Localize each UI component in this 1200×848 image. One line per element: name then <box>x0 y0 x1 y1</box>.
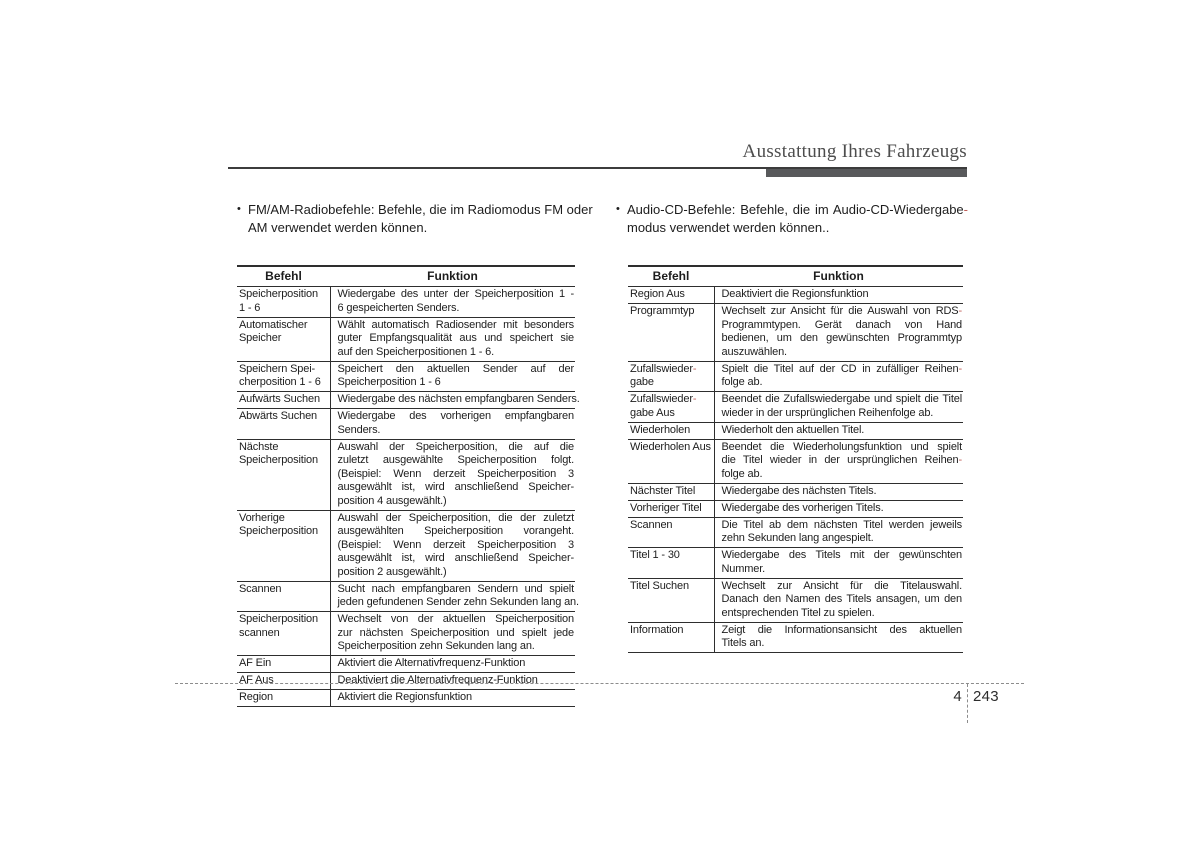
text-line: guter Empfangsqualität aus und speichert sie <box>337 332 574 344</box>
bullet-fm-am-text <box>248 201 593 236</box>
text-line: Deaktiviert die Alternativfrequenz-Funktion <box>337 674 538 686</box>
column-header: Funktion <box>330 266 575 287</box>
text-line: Wiedergabe des nächsten Titels. <box>721 484 877 497</box>
table-row <box>237 581 575 612</box>
text-line: gabe <box>630 376 654 388</box>
text-line: zur nächsten Speicherposition und spielt jede <box>337 626 574 639</box>
table-row <box>237 673 575 690</box>
text-line: Vorherige <box>239 511 285 524</box>
table-row <box>237 656 575 673</box>
funktion-cell <box>714 500 963 517</box>
text-line: Beendet die Wiederholungsfunktion und spielt <box>721 440 962 453</box>
befehl-cell <box>237 690 330 707</box>
text-line: Wiederholt den aktuellen Titel. <box>721 423 865 436</box>
funktion-cell <box>330 317 575 361</box>
funktion-cell <box>330 392 580 409</box>
text-line: Nummer. <box>721 562 766 575</box>
befehl-cell <box>628 361 714 392</box>
text-line: auszuwählen. <box>721 345 787 358</box>
table-header-row <box>237 266 575 287</box>
bullet-icon: • <box>616 203 620 215</box>
text-line: scannen <box>239 626 280 639</box>
table-row <box>628 304 963 362</box>
text-line: Wiederholen Aus <box>630 440 711 453</box>
text-line: Titel 1 - 30 <box>630 549 680 561</box>
funktion-cell <box>330 656 575 673</box>
table-row <box>628 578 963 622</box>
text-line: Zeigt die Informationsansicht des aktuellen <box>721 623 962 636</box>
text-line: Wiedergabe des vorherigen empfangbaren <box>337 410 574 422</box>
funktion-cell <box>330 612 575 656</box>
text-line: AF Aus <box>239 674 274 686</box>
befehl-cell <box>237 439 330 510</box>
text-line: Wiedergabe des vorherigen Titels. <box>721 501 884 514</box>
table-row <box>628 361 963 392</box>
befehl-cell <box>628 578 714 622</box>
funktion-cell <box>330 361 575 392</box>
red-hyphen: - <box>958 305 962 317</box>
text-line: Beendet die Zufallswiedergabe und spielt die Titel <box>721 393 962 405</box>
text-line: Zufallswieder- <box>630 393 697 405</box>
table-row <box>628 422 963 439</box>
bullet-audio-cd-commands <box>616 201 968 236</box>
text-line: Wiedergabe des Titels mit der gewünschten <box>721 549 962 561</box>
text-line: FM/AM-Radiobefehle: Befehle, die im Radiomodus FM oder <box>248 202 593 217</box>
funktion-cell <box>330 673 575 690</box>
text-line: wieder in der ursprünglichen Reihenfolge ab. <box>721 406 934 419</box>
text-line: Danach den Namen des Titels ansagen, um den <box>721 593 962 605</box>
befehl-cell <box>237 392 330 409</box>
header-accent-bar <box>766 169 967 177</box>
text-line: (Beispiel: Wenn derzeit Speicherposition 3 <box>337 538 574 551</box>
text-line: position 4 ausgewählt.) <box>337 494 447 507</box>
text-line: Region <box>239 691 273 703</box>
text-line: Speichert den aktuellen Sender auf der <box>337 362 574 375</box>
text-line: Audio-CD-Befehle: Befehle, die im Audio-CD-Wiedergabe- <box>627 202 968 217</box>
funktion-cell <box>714 422 963 439</box>
text-line: Aktiviert die Alternativfrequenz-Funktion <box>337 657 526 669</box>
text-line: Speicher <box>239 332 282 344</box>
text-line: Wiederholen <box>630 423 691 436</box>
funktion-cell <box>714 392 963 423</box>
befehl-cell <box>628 548 714 579</box>
footer-page-number: 243 <box>973 688 999 705</box>
befehl-cell <box>628 483 714 500</box>
red-hyphen: - <box>958 362 962 375</box>
red-hyphen: - <box>963 202 968 217</box>
text-line: Wiedergabe des unter der Speicherposition 1 - <box>337 288 574 300</box>
text-line: Abwärts Suchen <box>239 410 317 422</box>
text-line: Information <box>630 623 684 636</box>
text-line: entsprechenden Titel zu spielen. <box>721 606 875 619</box>
table-row <box>237 392 575 409</box>
text-line: Titels an. <box>721 637 765 649</box>
text-line: Scannen <box>630 518 673 531</box>
text-line: Automatischer <box>239 318 308 331</box>
text-line: (Beispiel: Wenn derzeit Speicherposition 3 <box>337 467 574 480</box>
bullet-fm-am-radio-commands <box>237 201 593 236</box>
text-line: ausgewählt ist, wird anschließend Speicher- <box>337 552 574 564</box>
funktion-cell <box>714 304 963 362</box>
funktion-cell <box>714 439 963 483</box>
table-row <box>628 548 963 579</box>
text-line: Wechselt zur Ansicht für die Auswahl von RDS- <box>721 305 962 317</box>
text-line: 6 gespeicherten Senders. <box>337 301 460 314</box>
bullet-icon: • <box>237 203 241 215</box>
text-line: ausgewählt ist, wird anschließend Speicher- <box>337 481 574 493</box>
page-title: Ausstattung Ihres Fahrzeugs <box>742 141 967 162</box>
text-line: auf den Speicherpositionen 1 - 6. <box>337 345 494 358</box>
text-line: Speicherposition zehn Sekunden lang an. <box>337 640 535 652</box>
text-line: die Titel wieder in der ursprünglichen Reihen- <box>721 454 962 466</box>
funktion-cell <box>330 510 575 581</box>
table-row <box>237 361 575 392</box>
text-line: Speicherposition <box>239 613 318 625</box>
text-line: Scannen <box>239 582 282 595</box>
text-line: AF Ein <box>239 657 272 669</box>
text-line: Nächste <box>239 440 279 453</box>
red-hyphen: - <box>692 393 697 405</box>
funktion-cell <box>714 361 963 392</box>
text-line: Auswahl der Speicherposition, die der zuletzt <box>337 511 574 524</box>
text-line: Spielt die Titel auf der CD in zufälliger Reihen- <box>721 362 962 375</box>
text-line: Zufallswieder- <box>630 362 697 375</box>
text-line: Speicherposition <box>239 454 318 466</box>
text-line: Speicherposition 1 - 6 <box>337 376 441 388</box>
funktion-cell <box>714 578 963 622</box>
text-line: zehn Sekunden lang angespielt. <box>721 532 874 544</box>
text-line: Programmtypen. Gerät danach von Hand <box>721 318 962 331</box>
table-header-row <box>628 266 963 287</box>
text-line: Speichern Spei- <box>239 362 316 375</box>
column-header: Befehl <box>628 266 714 287</box>
text-line: Nächster Titel <box>630 484 696 497</box>
text-line: Programmtyp <box>630 305 695 317</box>
text-line: bedienen, um den gewünschten Programmtyp <box>721 332 962 344</box>
befehl-cell <box>628 422 714 439</box>
befehl-cell <box>628 304 714 362</box>
befehl-cell <box>628 287 714 304</box>
red-hyphen: - <box>692 362 697 375</box>
text-line: Wiedergabe des nächsten empfangbaren Senders. <box>337 393 580 405</box>
befehl-cell <box>237 656 330 673</box>
table-row <box>237 510 575 581</box>
footer-dashed-rule <box>175 683 1024 684</box>
table-row <box>237 690 575 707</box>
text-line: Wechselt zur Ansicht für die Titelauswahl. <box>721 579 962 592</box>
funktion-cell <box>714 287 963 304</box>
text-line: Wechselt von der aktuellen Speicherposition <box>337 613 574 625</box>
befehl-cell <box>237 317 330 361</box>
befehl-cell <box>237 287 330 318</box>
text-line: zuletzt ausgewählte Speicherposition folgt. <box>337 454 574 466</box>
column-header: Funktion <box>714 266 963 287</box>
befehl-cell <box>237 361 330 392</box>
text-line: Vorheriger Titel <box>630 501 702 514</box>
funktion-cell <box>330 581 579 612</box>
funktion-cell <box>714 622 963 653</box>
text-line: Wählt automatisch Radiosender mit besonders <box>337 318 574 331</box>
table-row <box>237 439 575 510</box>
befehl-cell <box>628 392 714 423</box>
text-line: Speicherposition <box>239 288 318 300</box>
befehl-cell <box>237 612 330 656</box>
table-row <box>628 439 963 483</box>
funktion-cell <box>330 287 575 318</box>
red-hyphen: - <box>958 454 962 466</box>
text-line: folge ab. <box>721 467 763 480</box>
bullet-audio-cd-text <box>627 201 968 236</box>
funktion-cell <box>330 439 575 510</box>
text-line: Aufwärts Suchen <box>239 393 320 405</box>
commands-table <box>628 265 963 653</box>
funktion-cell <box>714 517 963 548</box>
text-line: 1 - 6 <box>239 301 261 314</box>
cd-commands-table <box>628 265 963 653</box>
text-line: Senders. <box>337 423 381 436</box>
text-line: Region Aus <box>630 288 685 300</box>
radio-commands-table <box>237 265 580 707</box>
befehl-cell <box>237 673 330 690</box>
text-line: folge ab. <box>721 376 763 388</box>
befehl-cell <box>628 517 714 548</box>
column-header: Befehl <box>237 266 330 287</box>
commands-table <box>237 265 580 707</box>
footer-dashed-divider <box>967 684 968 723</box>
befehl-cell <box>237 510 330 581</box>
table-row <box>628 622 963 653</box>
table-row <box>628 500 963 517</box>
text-line: Deaktiviert die Regionsfunktion <box>721 288 869 300</box>
text-line: Titel Suchen <box>630 579 689 592</box>
table-row <box>237 317 575 361</box>
table-row <box>237 612 575 656</box>
funktion-cell <box>330 409 575 440</box>
text-line: ausgewählten Speicherposition vorangeht. <box>337 525 574 537</box>
text-line: gabe Aus <box>630 406 675 419</box>
text-line: Aktiviert die Regionsfunktion <box>337 691 472 703</box>
table-row <box>237 287 575 318</box>
footer-chapter-number: 4 <box>953 688 962 705</box>
text-line: Die Titel ab dem nächsten Titel werden jeweils <box>721 518 962 531</box>
befehl-cell <box>628 622 714 653</box>
table-row <box>628 483 963 500</box>
table-row <box>237 409 575 440</box>
text-line: Auswahl der Speicherposition, die auf die <box>337 440 574 453</box>
funktion-cell <box>330 690 575 707</box>
table-row <box>628 517 963 548</box>
table-row <box>628 392 963 423</box>
funktion-cell <box>714 548 963 579</box>
befehl-cell <box>628 439 714 483</box>
text-line: position 2 ausgewählt.) <box>337 565 447 578</box>
text-line: Speicherposition <box>239 525 318 537</box>
befehl-cell <box>628 500 714 517</box>
text-line: Sucht nach empfangbaren Sendern und spielt <box>337 582 574 595</box>
befehl-cell <box>237 581 330 612</box>
text-line: modus verwendet werden können.. <box>627 219 830 235</box>
funktion-cell <box>714 483 963 500</box>
table-row <box>628 287 963 304</box>
text-line: AM verwendet werden können. <box>248 219 428 235</box>
text-line: jeden gefundenen Sender zehn Sekunden lang an. <box>337 596 579 608</box>
text-line: cherposition 1 - 6 <box>239 376 321 388</box>
befehl-cell <box>237 409 330 440</box>
